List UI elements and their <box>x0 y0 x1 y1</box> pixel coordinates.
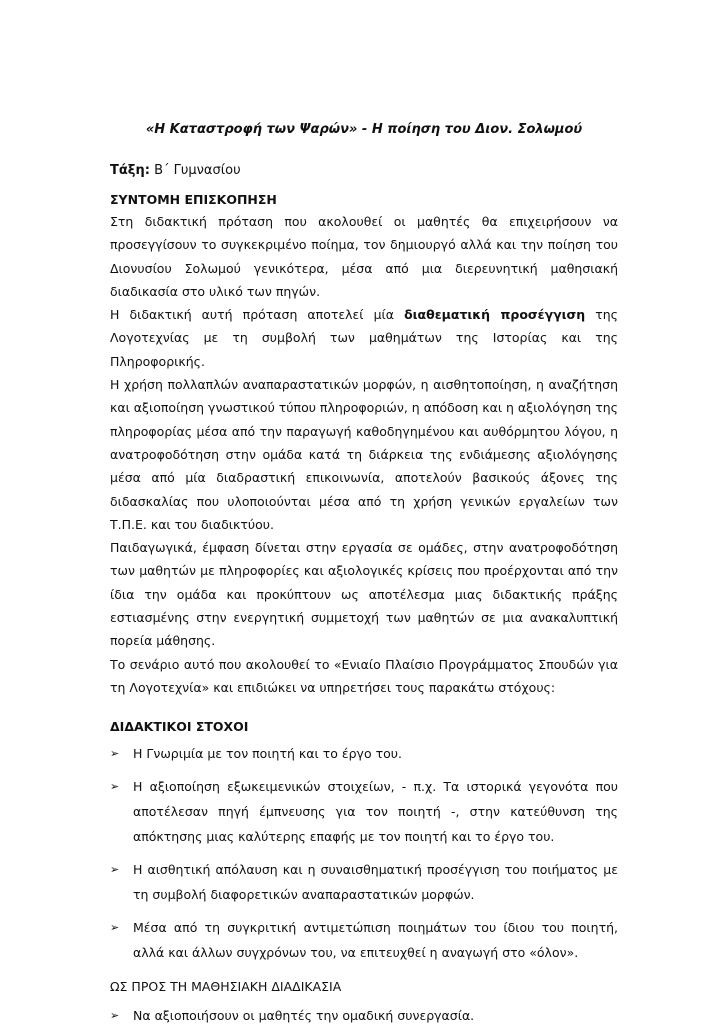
list-item <box>110 774 618 849</box>
arrow-bullet-icon: ➢ <box>110 863 120 877</box>
goal-text: Μέσα από τη συγκριτική αντιμετώπιση ποιημάτων του ίδιου του ποιητή, αλλά και άλλων συγχρόνων του, να επιτευχθεί η αναγωγή στο «όλον». <box>133 920 618 961</box>
arrow-bullet-icon: ➢ <box>110 1009 120 1023</box>
list-item <box>110 915 618 965</box>
goal-text: Η Γνωριμία με τον ποιητή και το έργο του. <box>133 746 402 762</box>
overview-paragraph-4: Παιδαγωγικά, έμφαση δίνεται στην εργασία σε ομάδες, στην ανατροφοδότηση των μαθητών με πληροφορίες και αξιολογικές κρίσεις που προέρχονται από την ίδια την ομάδα και προκύπτουν ως αποτέλεσμα μιας διδακτικής πράξης εστιασμένης στην ενεργητική συμμετοχή των μαθητών σε μια ανακαλυπτική πορεία μάθησης. <box>110 540 618 649</box>
goals-list <box>110 741 618 965</box>
grade-label: Τάξη: <box>110 163 150 178</box>
list-item <box>110 857 618 907</box>
p2-text-before: Η διδακτική αυτή πρόταση αποτελεί μία <box>110 307 405 323</box>
process-text: Να αξιοποιήσουν οι μαθητές την ομαδική συνεργασία. <box>133 1008 475 1024</box>
p2-bold-term: διαθεματική προσέγγιση <box>404 307 586 323</box>
goal-text: Η αισθητική απόλαυση και η συναισθηματική προσέγγιση του ποιήματος με τη συμβολή διαφορετικών αναπαραστατικών μορφών. <box>133 862 618 903</box>
document-title: «Η Καταστροφή των Ψαρών» - Η ποίηση του Διον. Σολωμού <box>145 122 583 137</box>
list-item <box>110 1003 618 1028</box>
process-list <box>110 1003 618 1028</box>
grade-value: Β΄ Γυμνασίου <box>154 163 241 178</box>
overview-paragraph-2 <box>110 303 618 373</box>
overview-paragraph-5: Το σενάριο αυτό που ακολουθεί το «Ενιαίο Πλαίσιο Προγράμματος Σπουδών για τη Λογοτεχνία» και επιδιώκει να υπηρετήσει τους παρακάτω στόχους: <box>110 656 618 695</box>
overview-paragraph-3: Η χρήση πολλαπλών αναπαραστατικών μορφών, η αισθητοποίηση, η αναζήτηση και αξιοποίηση γνωστικού τύπου πληροφοριών, η απόδοση και η αξιολόγηση της πληροφορίας μέσα από την παραγωγή καθοδηγημένου και αυθόρμητου λόγου, η ανατροφοδότηση στην ομάδα κατά τη διάρκεια της ενδιάμεσης αξιολόγησης μέσα από μία διαδραστική επικοινωνία, αποτελούν βασικούς άξονες της διδασκαλίας που υλοποιούνται μέσα από τη χρήση γενικών εργαλείων των Τ.Π.Ε. και του διαδικτύου. <box>110 377 618 532</box>
p2-text-after: της Λογοτεχνίας με τη συμβολή των μαθημάτων της Ιστορίας και της Πληροφορικής. <box>110 307 618 369</box>
process-heading: ΩΣ ΠΡΟΣ ΤΗ ΜΑΘΗΣΙΑΚΗ ΔΙΑΔΙΚΑΣΙΑ <box>110 979 342 995</box>
arrow-bullet-icon: ➢ <box>110 747 120 761</box>
arrow-bullet-icon: ➢ <box>110 780 120 794</box>
overview-heading: ΣΥΝΤΟΜΗ ΕΠΙΣΚΟΠΗΣΗ <box>110 192 277 207</box>
overview-paragraph-1: Στη διδακτική πρόταση που ακολουθεί οι μαθητές θα επιχειρήσουν να προσεγγίσουν το συγκεκριμένο ποίημα, τον δημιουργό αλλά και την ποίηση του Διονυσίου Σολωμού γενικότερα, μέσα από μια διερευνητική μαθησιακή διαδικασία στο υλικό των πηγών. <box>110 214 618 299</box>
goals-heading: ΔΙΔΑΚΤΙΚΟΙ ΣΤΟΧΟΙ <box>110 719 249 735</box>
goal-text: Η αξιοποίηση εξωκειμενικών στοιχείων, - π.χ. Τα ιστορικά γεγονότα που αποτέλεσαν πηγή έμπνευσης για τον ποιητή -, στην κατεύθυνση της απόκτησης μιας καλύτερης επαφής με τον ποιητή και το έργο του. <box>133 779 618 845</box>
arrow-bullet-icon: ➢ <box>110 921 120 935</box>
list-item <box>110 741 618 766</box>
grade-line <box>110 161 618 181</box>
